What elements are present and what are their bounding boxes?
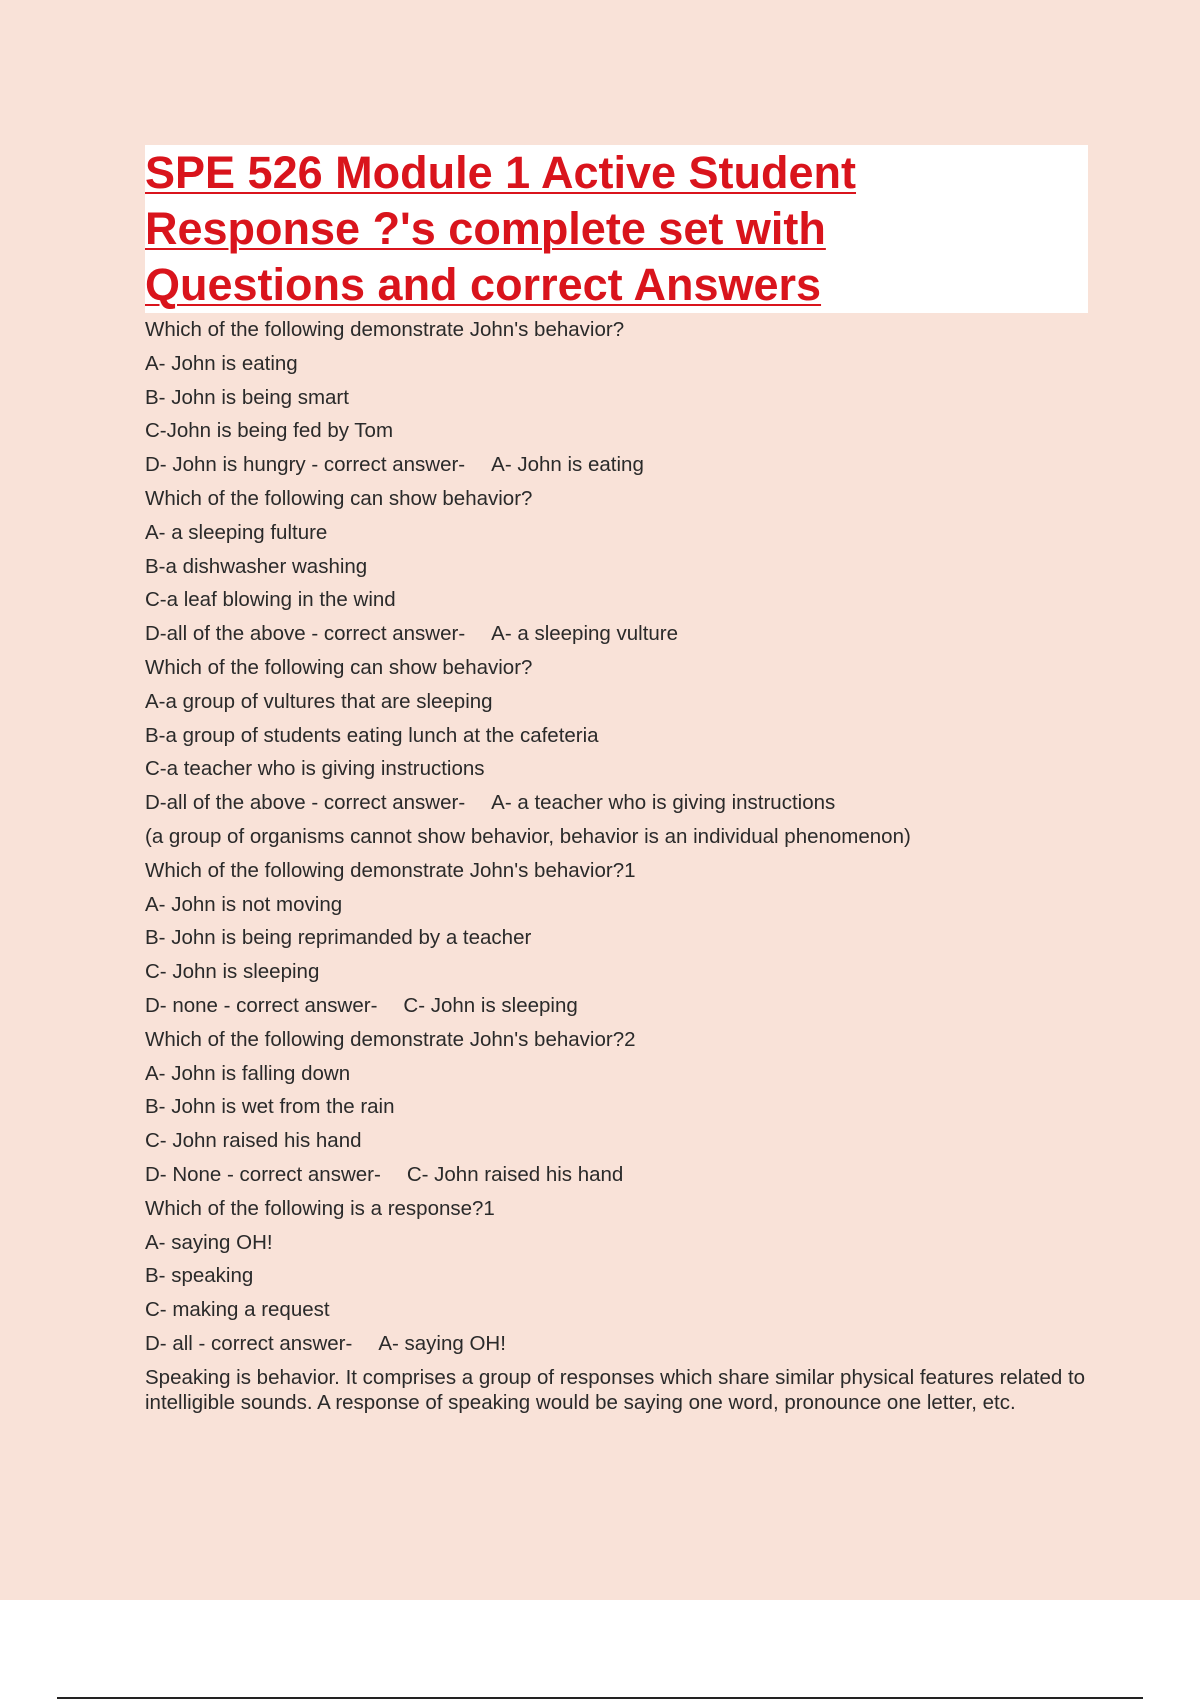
text-line [145,414,1090,448]
correct-answer-text: A- a sleeping vulture [491,622,679,646]
line-text: D- John is hungry - correct answer- [145,453,466,477]
text-line [145,820,1090,854]
answer-line [145,1327,1090,1361]
text-line [145,1090,1090,1124]
text-line [145,1124,1090,1158]
correct-answer-text: C- John is sleeping [403,993,578,1017]
correct-answer-text: A- saying OH! [378,1331,506,1355]
text-line [145,651,1090,685]
text-line [145,685,1090,719]
line-text: C- making a request [145,1298,330,1322]
line-text: B-a group of students eating lunch at the cafeteria [145,723,599,747]
line-text: Which of the following demonstrate John's behavior?2 [145,1027,636,1051]
line-text: B-a dishwasher washing [145,554,368,578]
answer-line [145,989,1090,1023]
line-text: Which of the following can show behavior? [145,655,533,679]
line-text: C- John raised his hand [145,1129,362,1153]
text-line [145,313,1090,347]
line-text: A- John is falling down [145,1061,351,1085]
line-text: B- John is being reprimanded by a teacher [145,926,532,950]
line-text: C-John is being fed by Tom [145,419,394,443]
line-text: B- John is wet from the rain [145,1095,395,1119]
question-lines [145,313,1090,1361]
text-line [145,888,1090,922]
line-text: D-all of the above - correct answer- [145,791,466,815]
line-text: A- a sleeping fulture [145,520,328,544]
line-text: B- speaking [145,1264,254,1288]
title-line-3: Questions and correct Answers [145,259,822,310]
correct-answer-text: C- John raised his hand [406,1162,624,1186]
line-text: A- John is not moving [145,892,343,916]
text-line [145,1023,1090,1057]
text-line [145,854,1090,888]
line-text: (a group of organisms cannot show behavior, behavior is an individual phenomenon) [145,824,911,848]
answer-line [145,617,1090,651]
line-text: D- all - correct answer- [145,1331,353,1355]
text-line [145,719,1090,753]
line-text: A-a group of vultures that are sleeping [145,689,493,713]
document-title [145,145,1088,313]
line-text: Which of the following demonstrate John's behavior? [145,318,625,341]
line-text: A- John is eating [145,351,298,375]
text-line [145,1226,1090,1260]
answer-line [145,786,1090,820]
line-text: C-a teacher who is giving instructions [145,757,485,781]
line-text: D-all of the above - correct answer- [145,622,466,646]
line-text: Which of the following demonstrate John's behavior?1 [145,858,636,882]
closing-paragraph: Speaking is behavior. It comprises a group of responses which share similar physical features related to intelligible sounds. A response of speaking would be saying one word, pronounce one letter, etc. [145,1365,1086,1414]
title-line-2: Response ?'s complete set with [145,203,826,254]
line-text: B- John is being smart [145,385,349,409]
text-line [145,1259,1090,1293]
text-line [145,1293,1090,1327]
line-text: D- None - correct answer- [145,1162,381,1186]
line-text: Which of the following can show behavior? [145,486,533,510]
correct-answer-text: A- a teacher who is giving instructions [491,791,836,815]
answer-line [145,1158,1090,1192]
answer-line [145,448,1090,482]
title-box [145,145,1088,313]
text-line [145,347,1090,381]
text-line [145,955,1090,989]
text-line [145,583,1090,617]
line-text: Which of the following is a response?1 [145,1196,495,1220]
line-text: A- saying OH! [145,1230,273,1254]
text-line [145,381,1090,415]
text-line [145,921,1090,955]
text-line [145,1057,1090,1091]
question-list [145,313,1090,1415]
footer-divider [57,1697,1143,1699]
correct-answer-text: A- John is eating [491,453,644,477]
line-text: C-a leaf blowing in the wind [145,588,396,612]
text-line [145,1192,1090,1226]
line-text: C- John is sleeping [145,960,320,984]
text-line [145,550,1090,584]
line-text: D- none - correct answer- [145,993,378,1017]
text-line [145,752,1090,786]
title-line-1: SPE 526 Module 1 Active Student [145,147,857,198]
text-line [145,482,1090,516]
text-line [145,516,1090,550]
